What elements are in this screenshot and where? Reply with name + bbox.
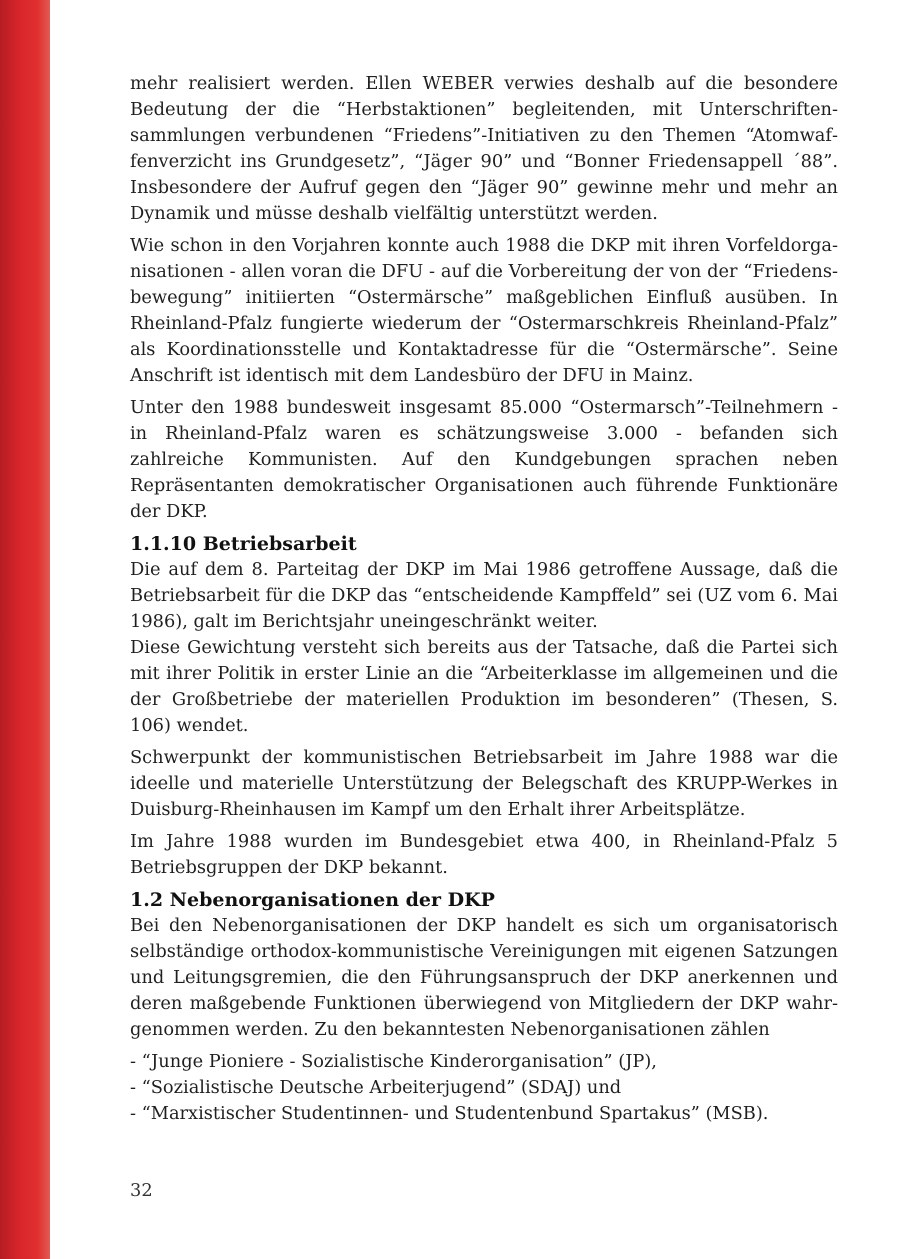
paragraph-schwerpunkt: Schwerpunkt der kommunistischen Betriebsarbeit im Jahre 1988 war die ideelle und materielle Unterstützung der Belegschaft des KRUPP-Werkes in Duisburg-Rheinhausen im Kampf um den Erhalt ihrer Arbeitsplätze. — [130, 747, 838, 820]
list-item: - “Sozialistische Deutsche Arbeiterjugend” (SDAJ) und — [130, 1077, 622, 1098]
organisation-list — [130, 1049, 838, 1127]
red-binding-strip — [0, 0, 50, 1259]
paragraph-nebenorganisationen: Bei den Nebenorganisationen der DKP handelt es sich um organisatorisch selbständige orthodox-kommunistische Vereinigungen mit eigenen Satzungen und Leitungsgremien, die den Führungsanspruch der DKP anerkennen und deren maßgebende Funktionen überwiegend von Mitgliedern der DKP wahrgenommen werden. Zu den bekanntesten Nebenorganisationen zählen — [130, 915, 838, 1040]
paragraph-ostermaersche: Wie schon in den Vorjahren konnte auch 1988 die DKP mit ihren Vorfeldorganisationen - allen voran die DFU - auf die Vorbereitung der von der “Friedensbewegung” initiierten “Ostermärsche” maßgeblichen Einfluß ausüben. In Rheinland-Pfalz fungierte wiederum der “Ostermarschkreis Rheinland-Pfalz” als Koordinationsstelle und Kontaktadresse für die “Ostermärsche”. Seine Anschrift ist identisch mit dem Landesbüro der DFU in Mainz. — [130, 235, 838, 386]
paragraph-herbstaktionen: mehr realisiert werden. Ellen WEBER verwies deshalb auf die besondere Bedeutung der die “Herbstaktionen” begleitenden, mit Unterschriftensammlungen verbundenen “Friedens”-Initiativen zu den Themen “Atomwaffenverzicht ins Grundgesetz”, “Jäger 90” und “Bonner Friedensappell ´88”. Insbesondere der Aufruf gegen den “Jäger 90” gewinne mehr und mehr an Dynamik und müsse deshalb vielfältig unterstützt werden. — [130, 73, 838, 224]
list-item: - “Junge Pioniere - Sozialistische Kinderorganisation” (JP), — [130, 1051, 657, 1072]
page-body — [130, 71, 838, 1127]
heading-betriebsarbeit: 1.1.10 Betriebsarbeit — [130, 533, 357, 555]
heading-nebenorganisationen: 1.2 Nebenorganisationen der DKP — [130, 889, 495, 911]
paragraph-betriebsgruppen: Im Jahre 1988 wurden im Bundesgebiet etwa 400, in Rheinland-Pfalz 5 Betriebsgruppen der DKP bekannt. — [130, 831, 838, 878]
page-number: 32 — [130, 1180, 153, 1201]
paragraph-gewichtung: Diese Gewichtung versteht sich bereits aus der Tatsache, daß die Partei sich mit ihrer Politik in erster Linie an die “Arbeiterklasse im allgemeinen und die der Großbetriebe der materiellen Produktion im besonderen” (Thesen, S. 106) wendet. — [130, 637, 838, 736]
paragraph-ostermarsch-teilnehmer: Unter den 1988 bundesweit insgesamt 85.000 “Ostermarsch”-Teilnehmern - in Rheinland-Pfalz waren es schätzungsweise 3.000 - befanden sich zahlreiche Kommunisten. Auf den Kundgebungen sprachen neben Repräsentanten demokratischer Organisationen auch führende Funktionäre der DKP. — [130, 397, 838, 522]
paragraph-parteitag: Die auf dem 8. Parteitag der DKP im Mai 1986 getroffene Aussage, daß die Betriebsarbeit für die DKP das “entscheidende Kampffeld” sei (UZ vom 6. Mai 1986), galt im Berichtsjahr uneingeschränkt weiter. — [130, 559, 838, 632]
list-item: - “Marxistischer Studentinnen- und Studentenbund Spartakus” (MSB). — [130, 1103, 769, 1124]
